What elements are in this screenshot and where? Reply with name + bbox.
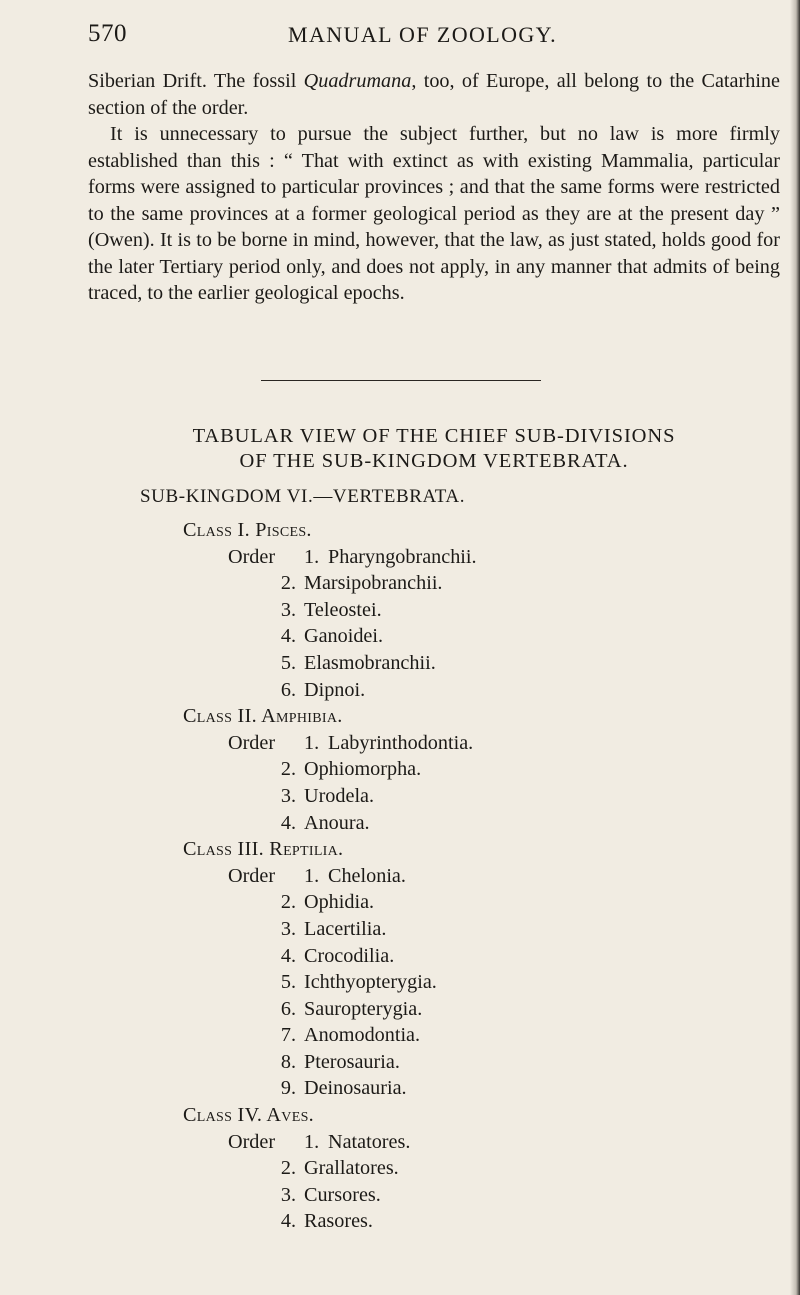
title-line-2: OF THE SUB-KINGDOM VERTEBRATA. <box>239 450 629 472</box>
order-entry <box>183 1049 477 1076</box>
classification-outline <box>183 517 477 1235</box>
order-number: 2. <box>280 572 296 595</box>
order-entry <box>183 597 477 624</box>
order-number: 4. <box>280 811 296 834</box>
order-name: Cursores. <box>304 1183 381 1206</box>
order-number: 8. <box>280 1050 296 1073</box>
order-entry <box>183 730 477 757</box>
subkingdom-heading: SUB-KINGDOM VI.—VERTEBRATA. <box>140 486 466 507</box>
order-entry <box>183 943 477 970</box>
order-number: 6. <box>280 678 296 701</box>
order-name: Rasores. <box>304 1210 373 1233</box>
order-label: Order <box>228 731 276 754</box>
order-name: Pterosauria. <box>304 1050 400 1073</box>
paragraph-1: Siberian Drift. The fossil Quadrumana, too, of Europe, all belong to the Catarhine section of the order. <box>88 70 780 119</box>
order-name: Ganoidei. <box>304 625 384 648</box>
order-number: 3. <box>280 1183 296 1206</box>
order-number: 4. <box>280 944 296 967</box>
order-name: Natatores. <box>328 1130 411 1153</box>
class-heading: Class II. Amphibia. <box>183 705 343 728</box>
order-label: Order <box>228 864 276 887</box>
order-number: 6. <box>280 997 296 1020</box>
order-name: Deinosauria. <box>304 1077 407 1100</box>
order-entry <box>183 863 477 890</box>
order-entry <box>183 916 477 943</box>
order-number: 5. <box>280 651 296 674</box>
order-number: 7. <box>280 1024 296 1047</box>
order-entry <box>183 783 477 810</box>
order-name: Elasmobranchii. <box>304 651 436 674</box>
title-line-1: TABULAR VIEW OF THE CHIEF SUB-DIVISIONS <box>192 425 676 447</box>
order-entry <box>183 1075 477 1102</box>
order-entry <box>183 1022 477 1049</box>
tabular-view-title <box>88 424 780 474</box>
class-heading: Class IV. Aves. <box>183 1104 314 1127</box>
order-name: Sauropterygia. <box>304 997 423 1020</box>
order-label: Order <box>228 545 276 568</box>
order-name: Ophiomorpha. <box>304 758 422 781</box>
order-name: Teleostei. <box>304 598 382 621</box>
order-number: 1. <box>304 731 320 754</box>
italic-term: Quadrumana <box>303 70 412 92</box>
page-header <box>88 20 778 54</box>
page-number: 570 <box>88 20 127 47</box>
order-number: 3. <box>280 784 296 807</box>
order-name: Labyrinthodontia. <box>328 731 474 754</box>
page-edge-shadow <box>790 0 800 1295</box>
order-number: 2. <box>280 758 296 781</box>
order-name: Pharyngobranchii. <box>328 545 477 568</box>
order-name: Lacertilia. <box>304 917 387 940</box>
order-number: 1. <box>304 1130 320 1153</box>
order-entry <box>183 810 477 837</box>
order-name: Ophidia. <box>304 891 375 914</box>
order-number: 1. <box>304 864 320 887</box>
order-name: Anomodontia. <box>304 1024 421 1047</box>
order-name: Dipnoi. <box>304 678 366 701</box>
order-number: 3. <box>280 917 296 940</box>
order-number: 5. <box>280 971 296 994</box>
class-heading: Class I. Pisces. <box>183 519 312 541</box>
order-number: 3. <box>280 598 296 621</box>
order-entry <box>183 677 477 704</box>
order-entry <box>183 570 477 597</box>
order-name: Marsipobranchii. <box>304 572 443 595</box>
order-number: 4. <box>280 1210 296 1233</box>
order-entry <box>183 1208 477 1235</box>
paragraph-2: It is unnecessary to pursue the subject further, but no law is more firmly established than this : “ That with extinct as with existing Mammalia, particular forms were assigned to particular provinces ; and that the same forms were restricted to the same provinces at a former geological period as they are at the present day ” (Owen). It is to be borne in mind, however, that the law, as just stated, holds good for the later Tertiary period only, and does not apply, in any manner that admits of being traced, to the earlier geological epochs. <box>88 123 780 304</box>
order-number: 1. <box>304 545 320 568</box>
order-entry <box>183 650 477 677</box>
order-entry <box>183 969 477 996</box>
section-divider <box>261 380 541 381</box>
order-name: Ichthyopterygia. <box>304 971 437 994</box>
order-number: 2. <box>280 891 296 914</box>
order-entry <box>183 544 477 571</box>
running-head: MANUAL OF ZOOLOGY. <box>288 22 558 47</box>
order-name: Anoura. <box>304 811 370 834</box>
order-number: 4. <box>280 625 296 648</box>
order-name: Urodela. <box>304 784 375 807</box>
order-entry <box>183 1129 477 1156</box>
order-number: 2. <box>280 1157 296 1180</box>
class-heading: Class III. Reptilia. <box>183 838 344 861</box>
intro-text <box>88 68 780 307</box>
order-name: Grallatores. <box>304 1157 399 1180</box>
order-name: Crocodilia. <box>304 944 395 967</box>
order-entry <box>183 996 477 1023</box>
order-name: Chelonia. <box>328 864 406 887</box>
order-entry <box>183 623 477 650</box>
order-label: Order <box>228 1130 276 1153</box>
order-entry <box>183 889 477 916</box>
order-entry <box>183 1155 477 1182</box>
order-number: 9. <box>280 1077 296 1100</box>
order-entry <box>183 1182 477 1209</box>
order-entry <box>183 756 477 783</box>
